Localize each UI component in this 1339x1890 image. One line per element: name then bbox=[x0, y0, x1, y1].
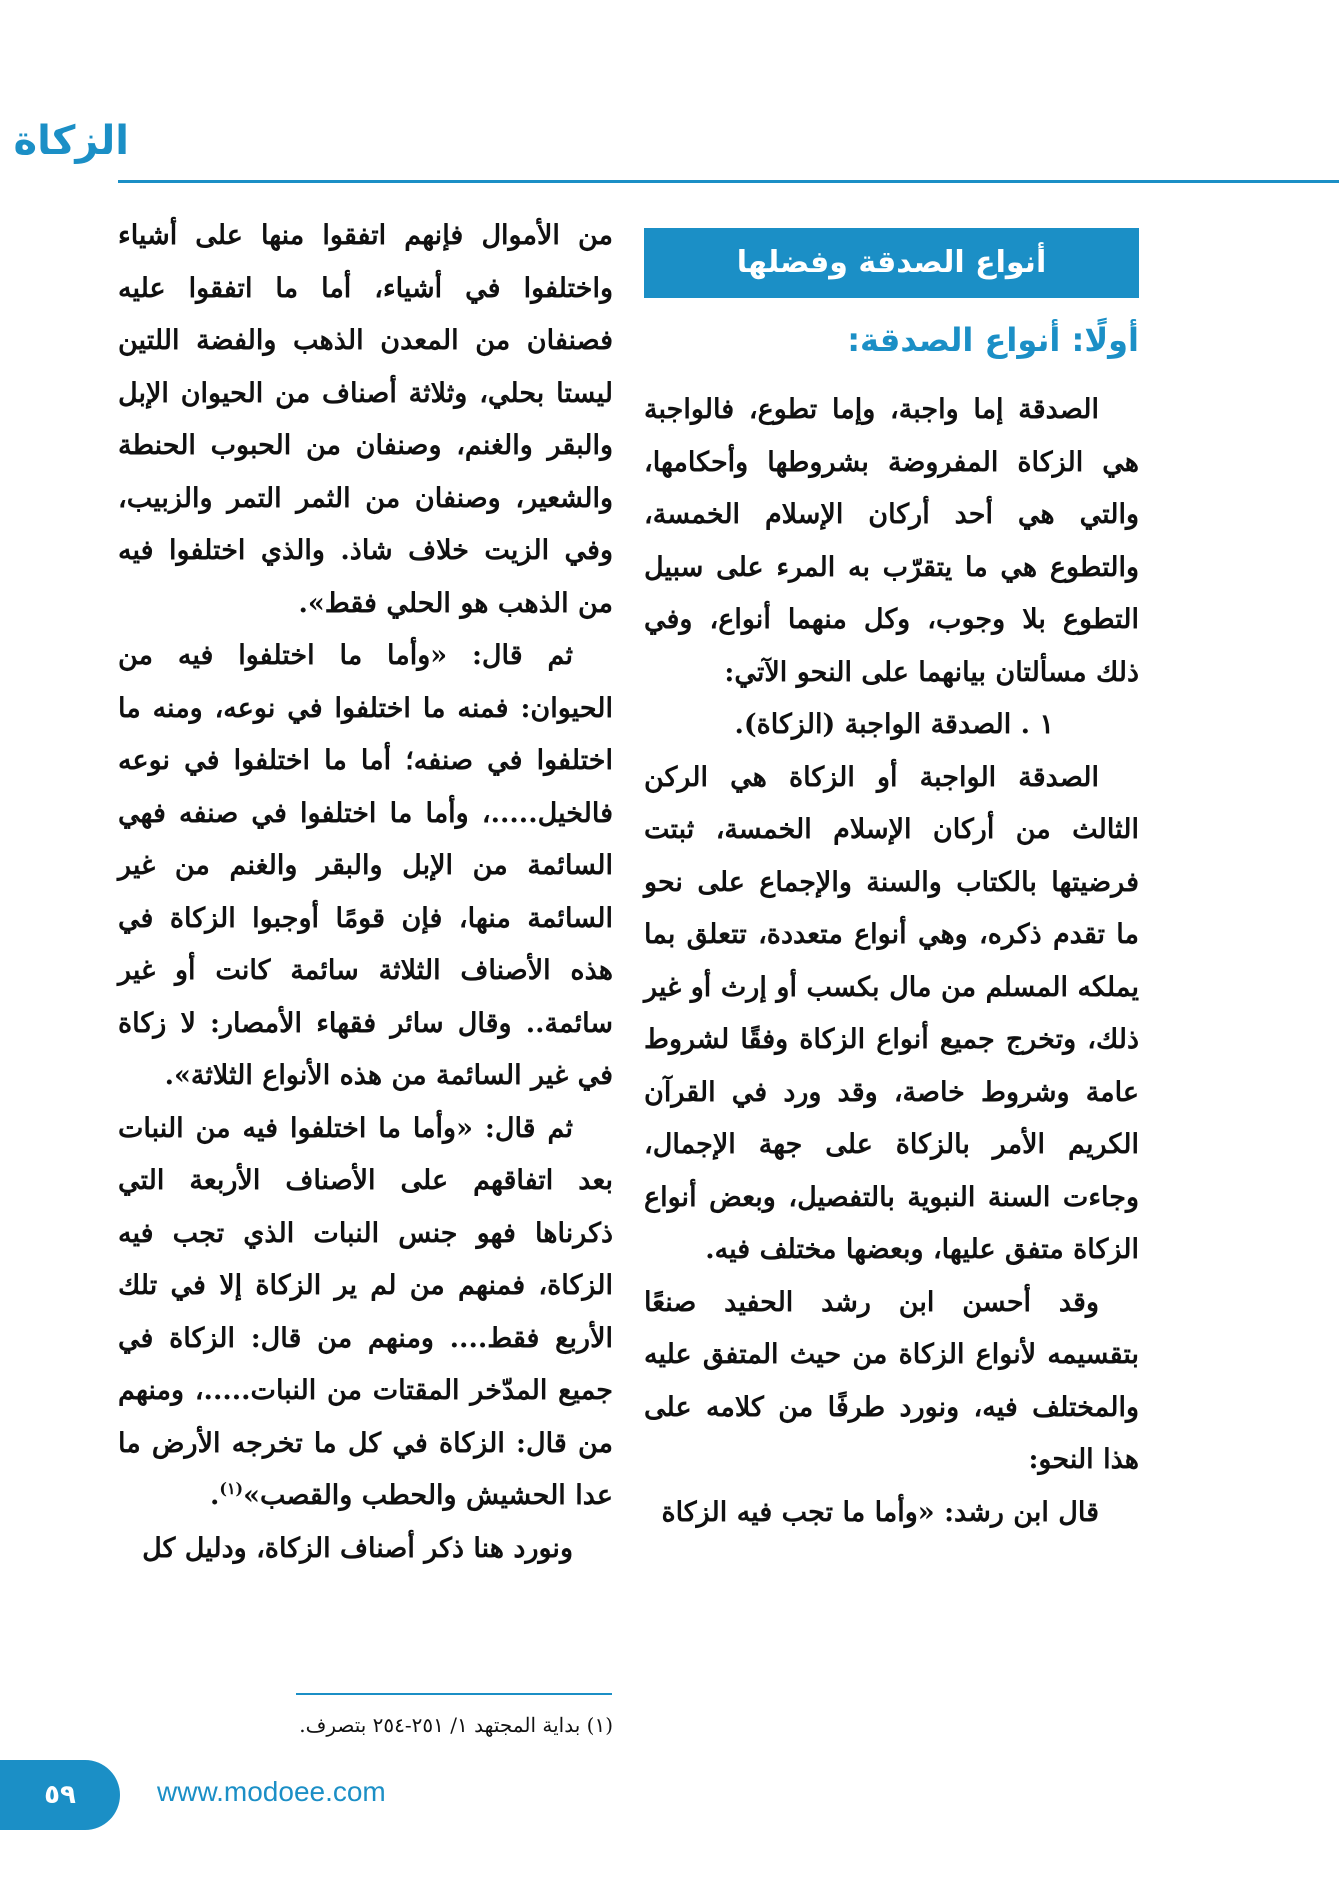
running-header-title: الزكاة bbox=[13, 118, 129, 164]
left-column bbox=[118, 210, 613, 1575]
footnote: (١) بداية المجتهد ١/ ٢٥١-٢٥٤ بتصرف. bbox=[299, 1713, 613, 1737]
paragraph: من الأموال فإنهم اتفقوا منها على أشياء واختلفوا في أشياء، أما ما اتفقوا عليه فصنفان من المعدن الذهب والفضة اللتين ليستا بحلي، وثلاثة أصناف من الحيوان الإبل والبقر والغنم، وصنفان من الحبوب الحنطة والشعير، وصنفان من الثمر التمر والزبيب، وفي الزيت خلاف شاذ. والذي اختلفوا فيه من الذهب هو الحلي فقط». bbox=[118, 220, 613, 619]
page-number: ٥٩ bbox=[44, 1780, 76, 1810]
subheading: أولًا: أنواع الصدقة: bbox=[847, 321, 1139, 359]
paragraph: قال ابن رشد: «وأما ما تجب فيه الزكاة bbox=[661, 1496, 1099, 1528]
website-link[interactable]: www.modoee.com bbox=[157, 1776, 386, 1807]
paragraph: الصدقة الواجبة أو الزكاة هي الركن الثالث من أركان الإسلام الخمسة، ثبتت فرضيتها بالكتاب والسنة والإجماع على نحو ما تقدم ذكره، وهي أنواع متعددة، تتعلق بما يملكه المسلم من مال بكسب أو إرث أو غير ذلك، وتخرج جميع أنواع الزكاة وفقًا لشروط عامة وشروط خاصة، وقد ورد في القرآن الكريم الأمر بالزكاة على جهة الإجمال، وجاءت السنة النبوية بالتفصيل، وبعض أنواع الزكاة متفق عليها، وبعضها مختلف فيه. bbox=[644, 761, 1139, 1265]
page-number-badge bbox=[0, 1760, 120, 1830]
paragraph-text: ثم قال: «وأما ما اختلفوا فيه من النبات بعد اتفاقهم على الأصناف الأربعة التي ذكرناها فهو جنس النبات الذي تجب فيه الزكاة، فمنهم من لم ير الزكاة إلا في تلك الأربع فقط.... ومنهم من قال: الزكاة في جميع المدّخر المقتات من النبات.....، ومنهم من قال: الزكاة في كل ما تخرجه الأرض ما عدا الحشيش والحطب والقصب» bbox=[118, 1112, 613, 1511]
paragraph-with-footnote bbox=[118, 1103, 613, 1523]
trailing-period: . bbox=[209, 1480, 220, 1511]
header-rule bbox=[118, 180, 1339, 183]
paragraph: وقد أحسن ابن رشد الحفيد صنعًا بتقسيمه لأنواع الزكاة من حيث المتفق عليه والمختلف فيه، ونورد طرفًا من كلامه على هذا النحو: bbox=[644, 1286, 1139, 1475]
section-banner: أنواع الصدقة وفضلها bbox=[644, 228, 1139, 298]
paragraph: الصدقة إما واجبة، وإما تطوع، فالواجبة هي الزكاة المفروضة بشروطها وأحكامها، والتي هي أحد أركان الإسلام الخمسة، والتطوع هي ما يتقرّب به المرء على سبيل التطوع بلا وجوب، وكل منهما أنواع، وفي ذلك مسألتان بيانهما على النحو الآتي: bbox=[644, 394, 1139, 688]
paragraph: ونورد هنا ذكر أصناف الزكاة، ودليل كل bbox=[142, 1532, 573, 1564]
footnote-reference[interactable]: (١) bbox=[219, 1479, 244, 1498]
list-item-heading: ١ . الصدقة الواجبة (الزكاة). bbox=[734, 709, 1054, 740]
paragraph: ثم قال: «وأما ما اختلفوا فيه من الحيوان: فمنه ما اختلفوا في نوعه، ومنه ما اختلفوا في صنفه؛ أما ما اختلفوا في نوعه فالخيل.....، وأما ما اختلفوا في صنفه فهي السائمة من الإبل والبقر والغنم من غير السائمة منها، فإن قومًا أوجبوا الزكاة في هذه الأصناف الثلاثة سائمة كانت أو غير سائمة.. وقال سائر فقهاء الأمصار: لا زكاة في غير السائمة من هذه الأنواع الثلاثة». bbox=[118, 640, 613, 1091]
right-column bbox=[644, 228, 1139, 1539]
footnote-rule bbox=[296, 1693, 612, 1695]
